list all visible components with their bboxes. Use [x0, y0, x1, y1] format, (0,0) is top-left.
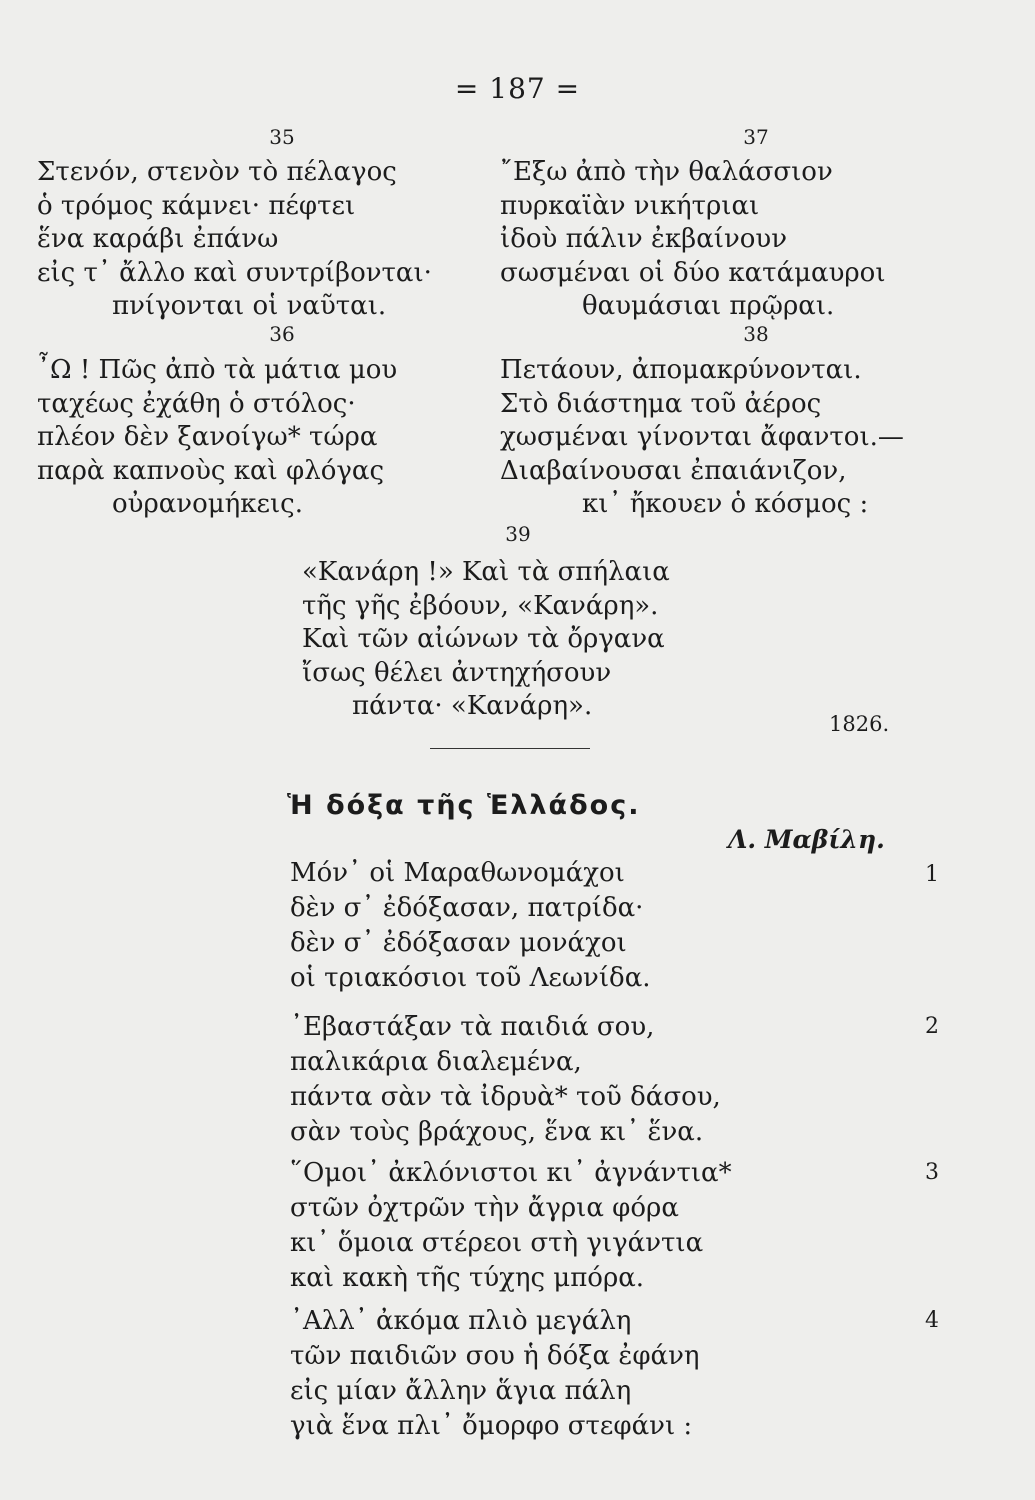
stanza-number: 39 — [505, 522, 531, 546]
poem-title: Ἡ δόξα τῆς Ἑλλάδος. — [287, 790, 641, 821]
page-number: = 187 = — [454, 72, 581, 105]
poem2-stanza-2 — [290, 1010, 721, 1150]
poem2-stanza-1 — [290, 856, 651, 996]
verse-line: σὰν τοὺς βράχους, ἕνα κι᾿ ἕνα. — [290, 1117, 704, 1147]
stanza-number: 4 — [925, 1308, 939, 1333]
verse-line: γιὰ ἕνα πλι᾿ ὄμορφο στεφάνι : — [290, 1411, 693, 1441]
stanza-36 — [37, 354, 397, 522]
stanza-37 — [500, 156, 886, 324]
verse-line: σωσμέναι οἱ δύο κατάμαυροι — [500, 257, 886, 288]
verse-line: ἕνα καράβι ἐπάνω — [37, 224, 279, 254]
verse-line: κι᾿ ὅμοια στέρεοι στὴ γιγάντια — [290, 1228, 704, 1258]
verse-line: στῶν ὀχτρῶν τὴν ἄγρια φόρα — [290, 1193, 679, 1223]
verse-line: εἰς μίαν ἄλλην ἅγια πάλη — [290, 1376, 632, 1406]
verse-line: Πετάουν, ἀπομακρύνονται. — [500, 355, 862, 385]
verse-line: παρὰ καπνοὺς καὶ φλόγας — [37, 455, 385, 486]
stanza-35 — [37, 156, 432, 324]
verse-line: Καὶ τῶν αἰώνων τὰ ὄργανα — [302, 624, 665, 654]
verse-line: δὲν σ᾿ ἐδόξασαν μονάχοι — [290, 928, 627, 958]
stanza-number: 1 — [925, 862, 939, 887]
verse-line: πλέον δὲν ξανοίγω* τώρα — [37, 422, 378, 452]
verse-line: ταχέως ἐχάθη ὁ στόλος· — [37, 388, 356, 419]
verse-line: ὁ τρόμος κάμνει· πέφτει — [37, 190, 356, 221]
poem2-stanza-4 — [290, 1304, 699, 1444]
verse-line: εἰς τ᾿ ἄλλο καὶ συντρίβονται· — [37, 257, 432, 288]
stanza-number: 35 — [269, 125, 295, 149]
verse-line: Διαβαίνουσαι ἐπαιάνιζον, — [500, 455, 847, 486]
verse-line: Στὸ διάστημα τοῦ ἀέρος — [500, 388, 822, 419]
verse-line: κι᾿ ἤκουεν ὁ κόσμος : — [582, 489, 869, 519]
verse-line: πυρκαϊὰν νικήτριαι — [500, 190, 760, 221]
poem-author: Λ. Μαβίλη. — [728, 825, 885, 854]
verse-line: καὶ κακὴ τῆς τύχης μπόρα. — [290, 1263, 645, 1293]
stanza-number: 3 — [925, 1160, 939, 1185]
verse-line: ῎Εξω ἀπὸ τὴν θαλάσσιον — [500, 157, 833, 187]
verse-line: «Κανάρη !» Καὶ τὰ σπήλαια — [302, 557, 670, 587]
poem2-stanza-3 — [290, 1156, 732, 1296]
verse-line: τῶν παιδιῶν σου ἡ δόξα ἐφάνη — [290, 1341, 700, 1371]
verse-line: τῆς γῆς ἐβόουν, «Κανάρη». — [302, 590, 659, 621]
stanza-38 — [500, 354, 904, 522]
section-divider — [430, 748, 590, 749]
verse-line: δὲν σ᾿ ἐδόξασαν, πατρίδα· — [290, 893, 644, 923]
verse-line: ἴσως θέλει ἀντηχήσουν — [302, 657, 612, 688]
poem-date: 1826. — [829, 712, 890, 736]
verse-line: χωσμέναι γίνονται ἄφαντοι.— — [500, 422, 904, 452]
verse-line: θαυμάσιαι πρῷραι. — [582, 291, 835, 321]
verse-line: πάντα· «Κανάρη». — [352, 691, 593, 721]
verse-line: Μόν᾿ οἱ Μαραθωνομάχοι — [290, 858, 625, 888]
verse-line: ᾿Αλλ᾿ ἀκόμα πλιὸ μεγάλη — [290, 1306, 632, 1336]
stanza-number: 37 — [743, 125, 769, 149]
verse-line: πάντα σὰν τὰ ἰδρυὰ* τοῦ δάσου, — [290, 1082, 721, 1112]
verse-line: οὐρανομήκεις. — [112, 489, 303, 519]
verse-line: ᾿Εβαστάξαν τὰ παιδιά σου, — [290, 1012, 655, 1042]
stanza-number: 2 — [925, 1014, 939, 1039]
verse-line: πνίγονται οἱ ναῦται. — [112, 291, 387, 321]
stanza-39 — [302, 556, 670, 724]
verse-line: ἰδοὺ πάλιν ἐκβαίνουν — [500, 224, 788, 254]
verse-line: ῏Ω ! Πῶς ἀπὸ τὰ μάτια μου — [37, 355, 398, 385]
verse-line: παλικάρια διαλεμένα, — [290, 1047, 582, 1077]
verse-line: οἱ τριακόσιοι τοῦ Λεωνίδα. — [290, 963, 651, 993]
verse-line: ῞Ομοι᾿ ἀκλόνιστοι κι᾿ ἀγνάντια* — [290, 1158, 732, 1188]
stanza-number: 36 — [269, 322, 295, 346]
stanza-number: 38 — [743, 322, 769, 346]
verse-line: Στενόν, στενὸν τὸ πέλαγος — [37, 157, 397, 187]
